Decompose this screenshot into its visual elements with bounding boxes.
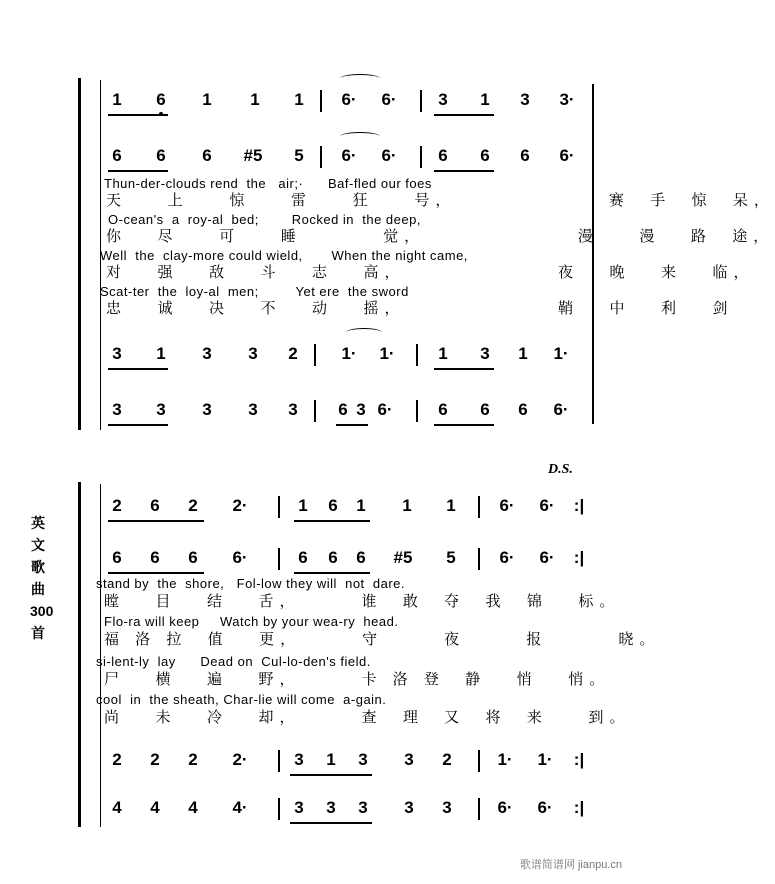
note: 6· [381, 90, 397, 109]
note: 1 [298, 496, 308, 515]
note: 3 [156, 400, 166, 419]
note: 1 [402, 496, 412, 515]
ds-marking: D.S. [548, 462, 573, 477]
tie [340, 74, 380, 83]
lyric-line: 尸 横 遍 野， 卡 洛 登 静 悄 悄。 [104, 671, 611, 688]
note: 2 [442, 750, 452, 769]
barline [478, 496, 480, 518]
note: 6 [438, 146, 448, 165]
barline [420, 146, 422, 168]
barline [320, 90, 322, 112]
note: 2· [232, 496, 248, 515]
note: 6 [188, 548, 198, 567]
note: 5 [294, 146, 304, 165]
note: 1· [497, 750, 513, 769]
watermark: 歌谱简谱网 jianpu.cn [519, 859, 622, 871]
note: 6 [356, 548, 366, 567]
system1-row3 [0, 344, 640, 370]
tie [346, 328, 382, 337]
note: 6· [537, 798, 553, 817]
note: 6 [156, 90, 166, 109]
note: 4 [188, 798, 198, 817]
note: 1 [446, 496, 456, 515]
tie [340, 132, 380, 141]
underline [336, 424, 368, 426]
lyric-line: Scat-ter the loy-al men; Yet ere the sword [100, 284, 409, 299]
lyric-line: Well the clay-more could wield, When the night came, [100, 248, 468, 263]
barline [478, 548, 480, 570]
note: 6 [202, 146, 212, 165]
system2-row1 [0, 496, 640, 522]
barline [416, 344, 418, 366]
lyric-line: Flo-ra will keep Watch by your wea-ry head. [104, 614, 399, 629]
note: 3 [326, 798, 336, 817]
repeat-end: :| [573, 798, 585, 817]
note: 6 [338, 400, 348, 419]
note: 1 [250, 90, 260, 109]
barline [320, 146, 322, 168]
note: 3 [480, 344, 490, 363]
note: 1 [156, 344, 166, 363]
note: 3 [248, 400, 258, 419]
barline [314, 400, 316, 422]
note: 4 [112, 798, 122, 817]
barline [478, 750, 480, 772]
repeat-end: :| [573, 496, 585, 515]
note: 6· [377, 400, 393, 419]
underline [290, 822, 372, 824]
repeat-end: :| [573, 548, 585, 567]
note: 6· [539, 496, 555, 515]
system1-end-bar [592, 84, 594, 424]
note: 6 [328, 496, 338, 515]
system1-row1 [0, 90, 640, 116]
barline [278, 798, 280, 820]
note: 3 [404, 798, 414, 817]
note: 1 [112, 90, 122, 109]
note: 6· [381, 146, 397, 165]
note: 6 [480, 146, 490, 165]
note: 1 [202, 90, 212, 109]
note: #5 [243, 146, 263, 165]
note: 3 [112, 400, 122, 419]
note: 1 [480, 90, 490, 109]
note: 6 [156, 146, 166, 165]
note: 6· [539, 548, 555, 567]
note: 3· [559, 90, 575, 109]
lyric-line: cool in the sheath, Char-lie will come a-gain. [96, 692, 387, 707]
barline [314, 344, 316, 366]
underline [434, 424, 494, 426]
note: 2 [288, 344, 298, 363]
note: 6· [499, 548, 515, 567]
note: 5 [446, 548, 456, 567]
underline [434, 368, 494, 370]
note: 3 [358, 798, 368, 817]
note: 6· [341, 146, 357, 165]
note: 3 [520, 90, 530, 109]
note: 3 [248, 344, 258, 363]
note: 3 [294, 798, 304, 817]
underline [294, 572, 370, 574]
note: 6 [518, 400, 528, 419]
system2-row2 [0, 548, 640, 574]
lyric-line: 对 强 敌 斗 志 高， 夜 晚 来 临， [106, 264, 755, 281]
note: 1· [379, 344, 395, 363]
barline [278, 548, 280, 570]
underline [294, 520, 370, 522]
barline [478, 798, 480, 820]
system2-row3 [0, 750, 640, 776]
note: 6 [298, 548, 308, 567]
note: 3 [356, 400, 366, 419]
lyric-line: Thun-der-clouds rend the air;· Baf-fled our foes [104, 176, 432, 191]
note: 1 [518, 344, 528, 363]
note: 3 [442, 798, 452, 817]
underline [108, 114, 168, 116]
note: 6· [553, 400, 569, 419]
note: 1· [537, 750, 553, 769]
note: 6 [438, 400, 448, 419]
lyric-line: 忠 诚 决 不 动 摇， 鞘 中 利 剑 [106, 300, 734, 317]
system1-row4 [0, 400, 640, 426]
note: 6· [559, 146, 575, 165]
note: 2 [150, 750, 160, 769]
system2-row4 [0, 798, 640, 824]
underline [434, 170, 494, 172]
lyric-line: 你 尽 可 睡 觉， 漫 漫 路 途， [106, 228, 775, 245]
note: 2 [112, 750, 122, 769]
note: 3 [288, 400, 298, 419]
note: 1 [356, 496, 366, 515]
note [152, 90, 170, 110]
note: 6· [341, 90, 357, 109]
underline [108, 520, 204, 522]
note: 6· [497, 798, 513, 817]
repeat-end: :| [573, 750, 585, 769]
note: 6 [328, 548, 338, 567]
note: 6 [112, 548, 122, 567]
note: 2· [232, 750, 248, 769]
note: 6 [150, 548, 160, 567]
underline [290, 774, 372, 776]
barline [420, 90, 422, 112]
note: 2 [112, 496, 122, 515]
note: #5 [393, 548, 413, 567]
lyric-line: 瞠 目 结 舌， 谁 敢 夺 我 锦 标。 [104, 593, 621, 610]
note: 2 [188, 750, 198, 769]
note: 1· [341, 344, 357, 363]
underline [108, 170, 168, 172]
note: 1· [553, 344, 569, 363]
note: 6 [112, 146, 122, 165]
note: 2 [188, 496, 198, 515]
note: 6 [480, 400, 490, 419]
note: 3 [358, 750, 368, 769]
note: 3 [294, 750, 304, 769]
system1-bracket [78, 78, 81, 430]
note: 3 [404, 750, 414, 769]
lyric-line: 福 洛 拉 值 更， 守 夜 报 晓。 [104, 631, 661, 648]
barline [278, 496, 280, 518]
lyric-line: si-lent-ly lay Dead on Cul-lo-den's field. [96, 654, 371, 669]
lyric-line: 尚 未 冷 却， 查 理 又 将 来 到。 [104, 709, 631, 726]
system1-row2 [0, 146, 640, 172]
note: 3 [202, 400, 212, 419]
note: 6· [232, 548, 248, 567]
note: 1 [326, 750, 336, 769]
note: 3 [112, 344, 122, 363]
underline [434, 114, 494, 116]
underline [108, 572, 204, 574]
note: 1 [438, 344, 448, 363]
note: 4 [150, 798, 160, 817]
note: 6· [499, 496, 515, 515]
lyric-line: stand by the shore, Fol-low they will not dare. [96, 576, 406, 591]
lyric-line: O-cean's a roy-al bed; Rocked in the deep, [108, 212, 421, 227]
note: 3 [438, 90, 448, 109]
side-book-title: 英文歌曲300首 [30, 515, 54, 641]
underline [108, 368, 168, 370]
lyric-line: 天 上 惊 雷 狂 号， 赛 手 惊 呆， [106, 192, 775, 209]
note: 4· [232, 798, 248, 817]
barline [278, 750, 280, 772]
note: 6 [520, 146, 530, 165]
underline [108, 424, 168, 426]
note: 1 [294, 90, 304, 109]
note: 6 [150, 496, 160, 515]
note: 3 [202, 344, 212, 363]
barline [416, 400, 418, 422]
